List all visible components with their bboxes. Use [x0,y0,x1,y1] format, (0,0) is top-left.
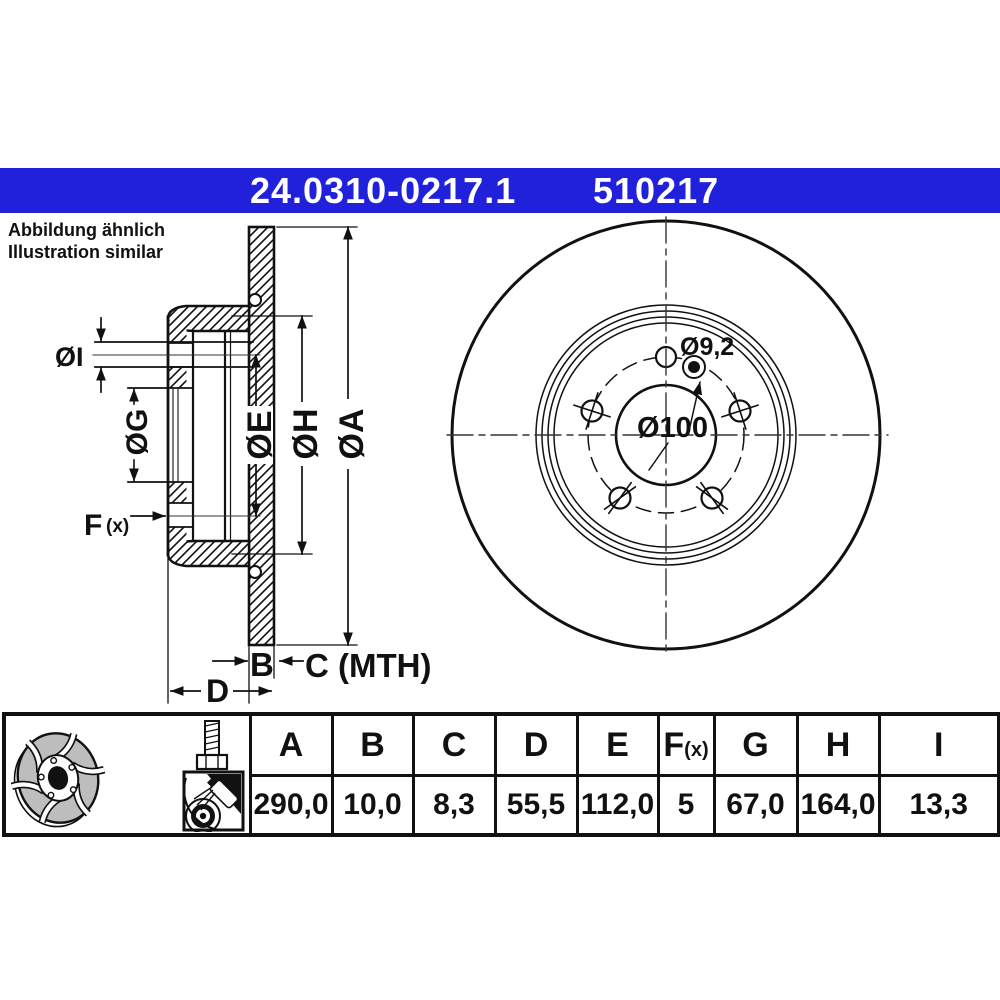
reference-number: 510217 [593,170,720,211]
col-header-b: B [332,714,413,776]
value-a: 290,0 [250,776,332,836]
value-f: 5 [658,776,714,836]
mounting-flange [168,317,193,555]
junction-relief-top [249,294,261,306]
dim-label-d: D [206,673,230,709]
col-header-d: D [495,714,577,776]
value-g: 67,0 [714,776,797,836]
value-e: 112,0 [577,776,658,836]
col-header-e: E [577,714,658,776]
col-header-a: A [250,714,332,776]
note-line-en: Illustration similar [8,242,164,262]
anti-squeal-spray-icon [184,772,243,832]
dim-label-f: F [84,509,103,542]
col-header-c: C [413,714,495,776]
dim-label-b: B [250,646,274,683]
part-number: 24.0310-0217.1 [250,170,517,211]
dim-label-i: ØI [55,342,84,372]
dimension-table [2,712,1000,837]
bolt-circle-leader [649,443,668,470]
value-b: 10,0 [332,776,413,836]
col-header-h: H [797,714,879,776]
dim-label-e: ØE [241,410,279,460]
dim-label-g: ØG [121,408,154,456]
bolt-circle-label: Ø100 [637,412,708,444]
note-line-de: Abbildung ähnlich [8,220,165,240]
value-i: 13,3 [879,776,999,836]
dim-label-h: ØH [287,408,325,460]
wheel-bolt-icon [197,721,227,769]
col-header-i: I [879,714,999,776]
dim-label-f-sub: (x) [106,516,130,537]
col-header-g: G [714,714,797,776]
cross-section-view [55,227,431,709]
value-c: 8,3 [413,776,495,836]
locating-pin [688,361,700,373]
dim-label-a: ØA [333,408,371,460]
value-h: 164,0 [797,776,879,836]
pin-hole-label: Ø9,2 [680,333,735,361]
dim-label-c: C (MTH) [305,647,432,684]
junction-relief-bottom [249,566,261,578]
col-header-f: F(x) [658,714,714,776]
front-view [447,217,888,655]
slotted-brake-disc-icon [6,723,115,832]
icon-cell [4,714,250,835]
value-d: 55,5 [495,776,577,836]
